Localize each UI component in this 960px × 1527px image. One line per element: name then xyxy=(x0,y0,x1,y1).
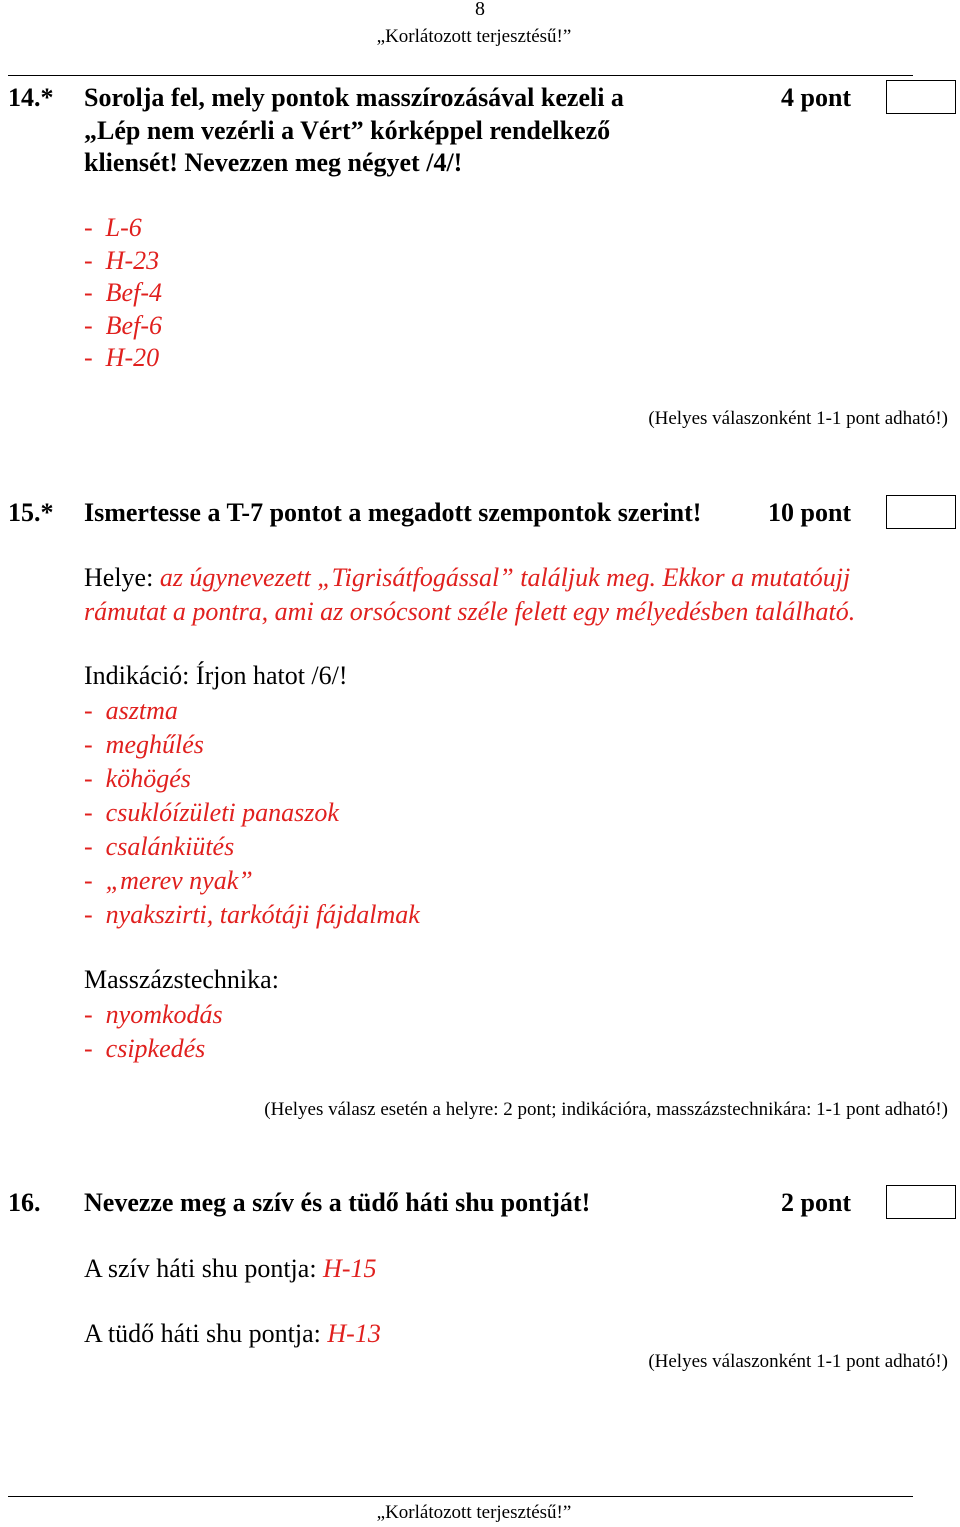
indication-item: - köhögés xyxy=(84,764,191,793)
question-text: Ismertesse a T-7 pontot a megadott szempontok szerint! xyxy=(84,498,702,527)
location-line2: rámutat a pontra, ami az orsócsont széle felett egy mélyedésben található. xyxy=(84,597,856,626)
question-text-line1: Sorolja fel, mely pontok masszírozásával kezeli a xyxy=(84,83,624,112)
question-number: 16. xyxy=(8,1188,41,1217)
answer-item: - Bef-4 xyxy=(84,278,162,307)
score-box[interactable] xyxy=(886,1185,956,1219)
question-text: Nevezze meg a szív és a tüdő háti shu pontját! xyxy=(84,1188,591,1217)
technique-item: - nyomkodás xyxy=(84,1000,223,1029)
header-rule xyxy=(8,75,913,76)
answer-item: - H-20 xyxy=(84,343,160,372)
page-number: 8 xyxy=(475,0,485,20)
footer-rule xyxy=(8,1496,913,1497)
answer-item: - L-6 xyxy=(84,213,142,242)
location-line1: Helye: az úgynevezett „Tigrisátfogással” találjuk meg. Ekkor a mutatóujj xyxy=(84,563,851,592)
scoring-note: (Helyes válaszonként 1-1 pont adható!) xyxy=(648,408,948,429)
lung-shu-point: A tüdő háti shu pontja: H-13 xyxy=(84,1319,381,1348)
indication-item: - „merev nyak” xyxy=(84,866,253,895)
question-text-line2: „Lép nem vezérli a Vért” kórképpel rendelkező xyxy=(84,116,611,145)
restricted-footer: „Korlátozott terjesztésű!” xyxy=(376,1502,572,1523)
indication-item: - asztma xyxy=(84,696,178,725)
technique-label: Masszázstechnika: xyxy=(84,965,279,994)
points-label: 2 pont xyxy=(781,1188,852,1217)
technique-item: - csipkedés xyxy=(84,1034,206,1063)
score-box[interactable] xyxy=(886,495,956,529)
restricted-header: „Korlátozott terjesztésű!” xyxy=(376,26,572,47)
answer-item: - H-23 xyxy=(84,246,160,275)
indication-item: - meghűlés xyxy=(84,730,204,759)
heart-shu-point: A szív háti shu pontja: H-15 xyxy=(84,1254,377,1283)
indication-item: - nyakszirti, tarkótáji fájdalmak xyxy=(84,900,420,929)
score-box[interactable] xyxy=(886,80,956,114)
points-label: 10 pont xyxy=(768,498,852,527)
answer-item: - Bef-6 xyxy=(84,311,162,340)
question-number: 14.* xyxy=(8,83,54,112)
points-label: 4 pont xyxy=(781,83,852,112)
indication-item: - csuklóízületi panaszok xyxy=(84,798,339,827)
question-number: 15.* xyxy=(8,498,54,527)
scoring-note: (Helyes válaszonként 1-1 pont adható!) xyxy=(648,1351,948,1372)
scoring-note: (Helyes válasz esetén a helyre: 2 pont; indikációra, masszázstechnikára: 1-1 pont adható!) xyxy=(264,1099,948,1120)
question-text-line3: kliensét! Nevezzen meg négyet /4/! xyxy=(84,148,463,177)
indication-item: - csalánkiütés xyxy=(84,832,235,861)
indication-label: Indikáció: Írjon hatot /6/! xyxy=(84,661,348,690)
